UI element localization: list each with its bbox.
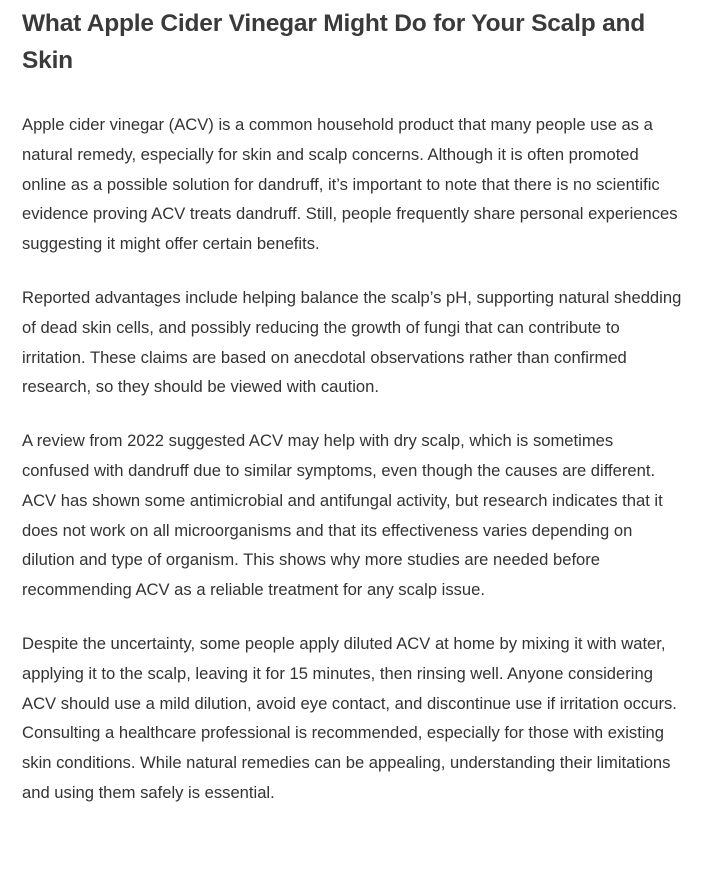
- article-title: What Apple Cider Vinegar Might Do for Your Scalp and Skin: [22, 10, 646, 74]
- article-paragraph: Reported advantages include helping balance the scalp’s pH, supporting natural shedding of dead skin cells, and possibly reducing the growth of fungi that can contribute to irritation. These claims are based on anecdotal observations rather than confirmed research, so they should be viewed with caution.: [22, 287, 682, 397]
- article-paragraph: A review from 2022 suggested ACV may help with dry scalp, which is sometimes confused with dandruff due to similar symptoms, even though the causes are different. ACV has shown some antimicrobial and antifungal activity, but research indicates that it does not work on all microorganisms and that its effectiveness varies depending on dilution and type of organism. This shows why more studies are needed before recommending ACV as a reliable treatment for any scalp issue.: [22, 431, 663, 600]
- article-paragraph: Despite the uncertainty, some people apply diluted ACV at home by mixing it with water, applying it to the scalp, leaving it for 15 minutes, then rinsing well. Anyone considering ACV should use a mild dilution, avoid eye contact, and discontinue use if irritation occurs. Consulting a healthcare professional is recommended, especially for those with existing skin conditions. While natural remedies can be appealing, understanding their limitations and using them safely is essential.: [22, 633, 677, 802]
- article-paragraph: Apple cider vinegar (ACV) is a common household product that many people use as a natural remedy, especially for skin and scalp concerns. Although it is often promoted online as a possible solution for dandruff, it’s important to note that there is no scientific evidence proving ACV treats dandruff. Still, people frequently share personal experiences suggesting it might offer certain benefits.: [22, 115, 678, 254]
- article: [22, 0, 682, 808]
